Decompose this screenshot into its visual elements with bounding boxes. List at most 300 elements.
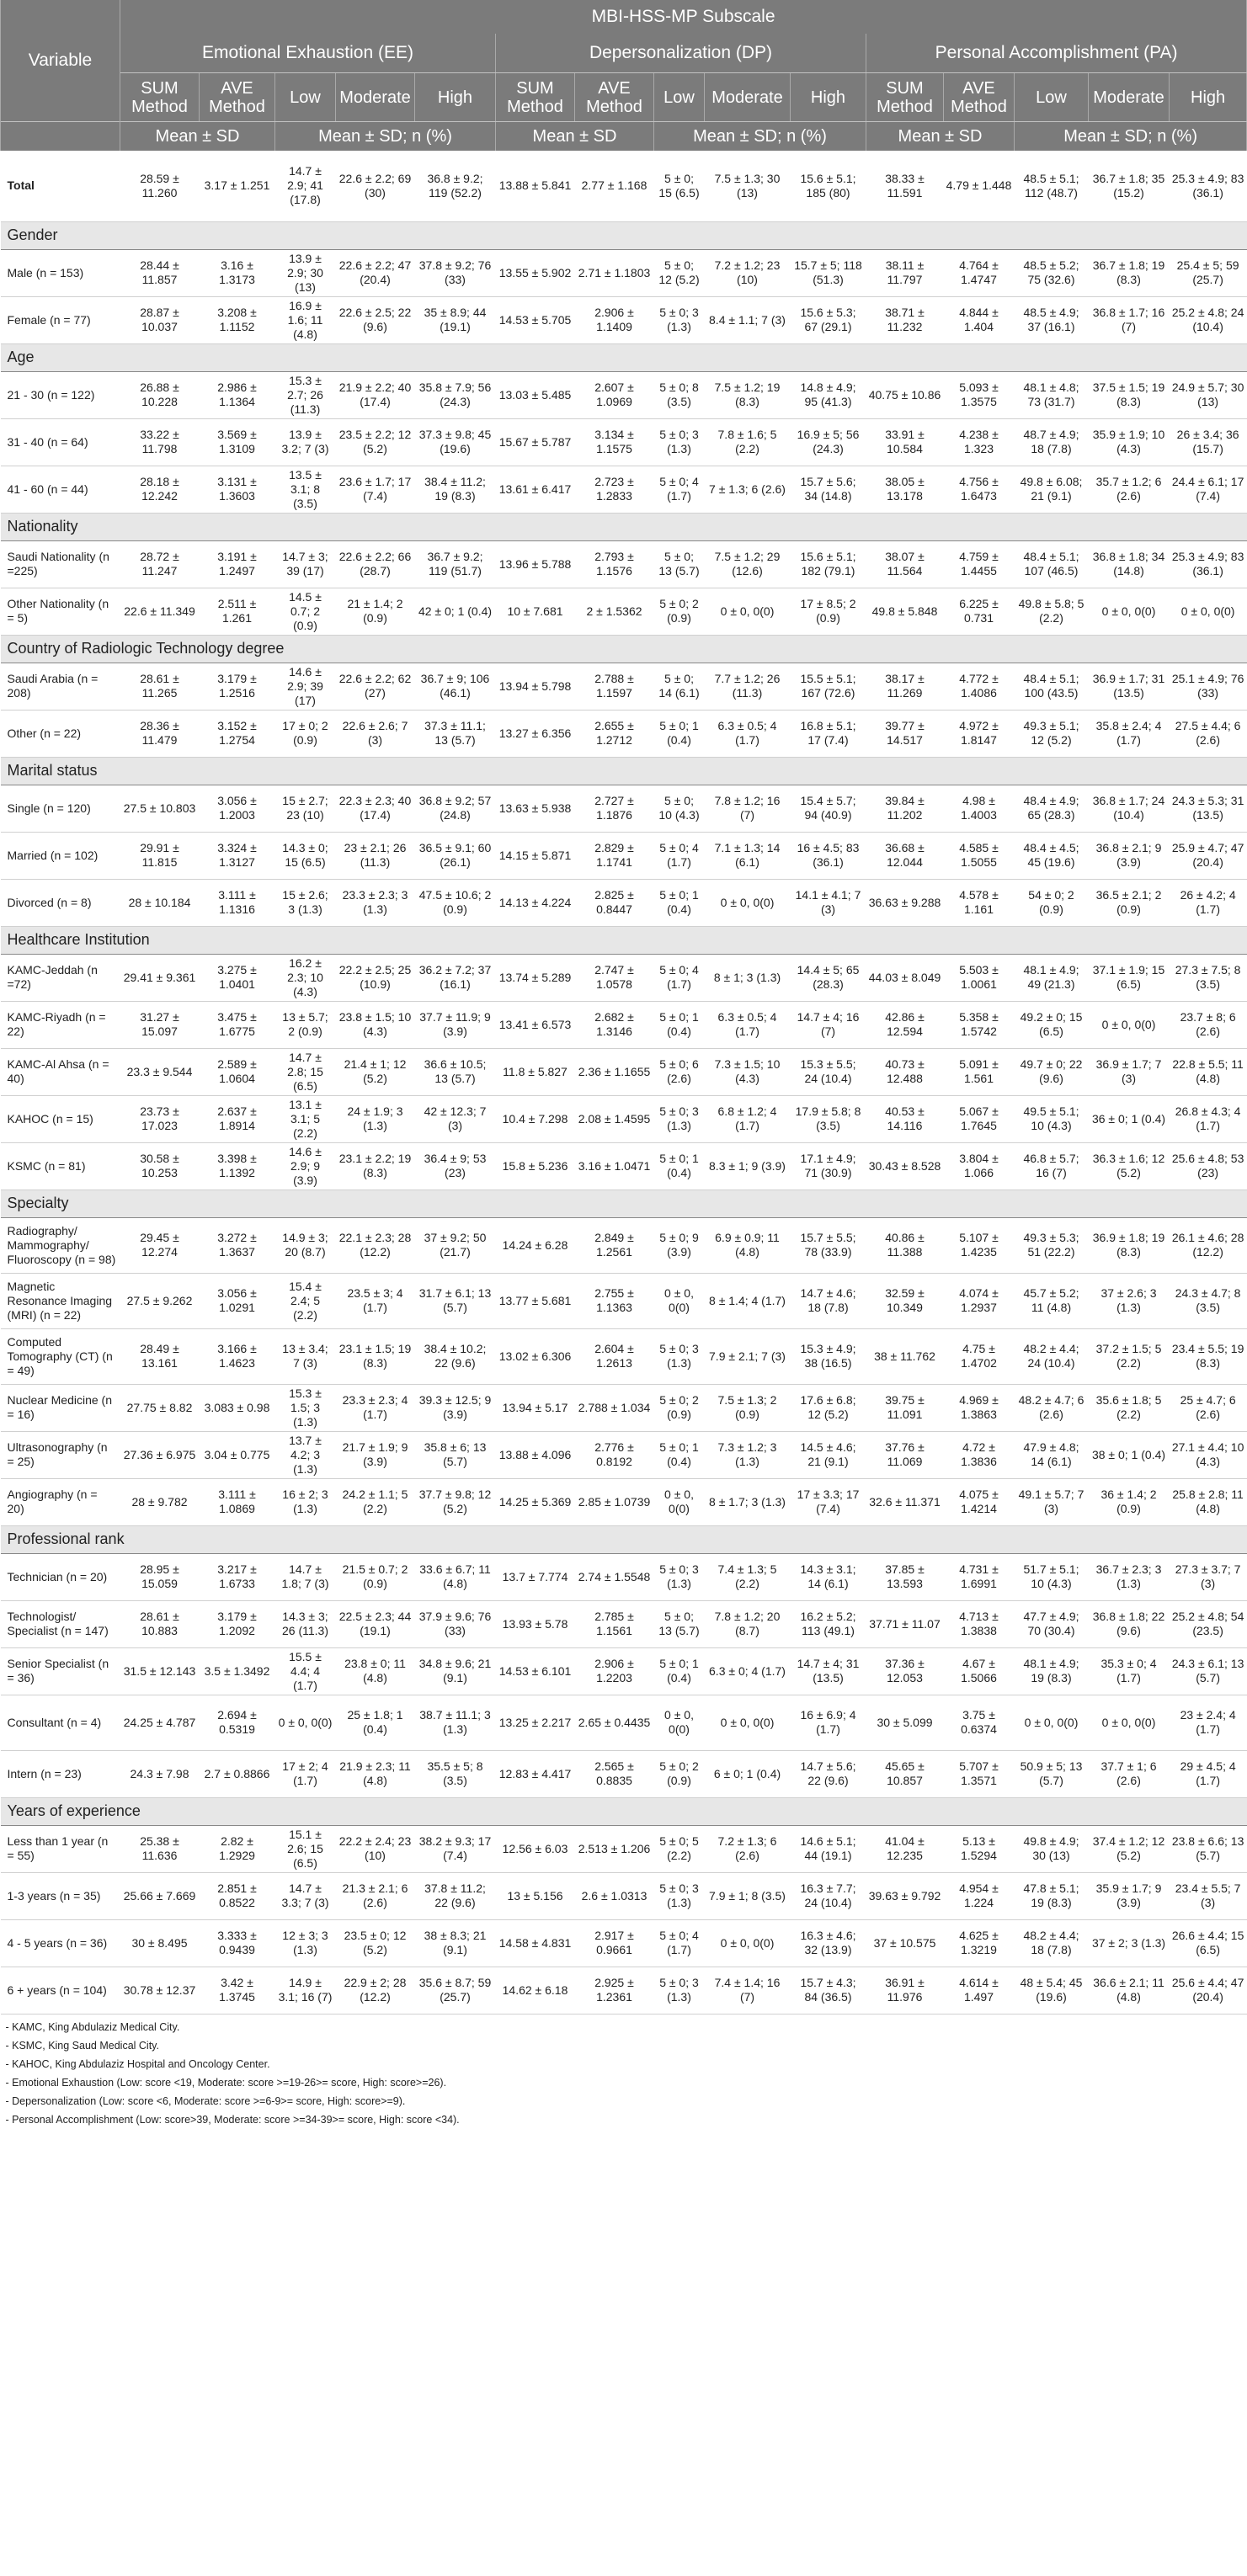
- row-label: Less than 1 year (n = 55): [1, 1825, 120, 1872]
- table-cell: 2.925 ± 1.2361: [575, 1967, 654, 2014]
- section-row: [1, 1525, 1247, 1553]
- row-label: Other Nationality (n = 5): [1, 588, 120, 635]
- table-cell: 6.8 ± 1.2; 4 (1.7): [705, 1095, 791, 1142]
- table-row: [1, 710, 1247, 757]
- table-cell: 7.7 ± 1.2; 26 (11.3): [705, 663, 791, 710]
- table-cell: 37.76 ± 11.069: [866, 1431, 944, 1478]
- table-cell: 3.056 ± 1.0291: [200, 1273, 275, 1328]
- table-cell: 33.6 ± 6.7; 11 (4.8): [415, 1553, 496, 1600]
- col-header-high: High: [1170, 73, 1247, 122]
- table-cell: 2.77 ± 1.168: [575, 151, 654, 221]
- table-cell: 36.5 ± 2.1; 2 (0.9): [1089, 879, 1170, 926]
- table-cell: 2.785 ± 1.1561: [575, 1600, 654, 1647]
- col-header-low: Low: [1015, 73, 1089, 122]
- col-header-low: Low: [654, 73, 705, 122]
- table-cell: 12.56 ± 6.03: [496, 1825, 575, 1872]
- section-label: Professional rank: [1, 1525, 1247, 1553]
- mean-sd-label: Mean ± SD: [496, 122, 654, 152]
- table-cell: 28.61 ± 11.265: [120, 663, 200, 710]
- table-cell: 5 ± 0; 3 (1.3): [654, 296, 705, 343]
- table-cell: 48.2 ± 4.4; 24 (10.4): [1015, 1328, 1089, 1384]
- table-cell: 0 ± 0, 0(0): [1089, 1695, 1170, 1750]
- table-cell: 3.111 ± 1.0869: [200, 1478, 275, 1525]
- table-cell: 4.772 ± 1.4086: [944, 663, 1015, 710]
- table-cell: 28.49 ± 13.161: [120, 1328, 200, 1384]
- col-header-sum: SUM Method: [120, 73, 200, 122]
- table-cell: 0 ± 0, 0(0): [1015, 1695, 1089, 1750]
- table-cell: 15.7 ± 5; 118 (51.3): [791, 249, 866, 296]
- table-cell: 3.324 ± 1.3127: [200, 832, 275, 879]
- table-cell: 17.9 ± 5.8; 8 (3.5): [791, 1095, 866, 1142]
- table-cell: 34.8 ± 9.6; 21 (9.1): [415, 1647, 496, 1695]
- table-cell: 5 ± 0; 6 (2.6): [654, 1048, 705, 1095]
- table-cell: 3.42 ± 1.3745: [200, 1967, 275, 2014]
- table-cell: 13.02 ± 6.306: [496, 1328, 575, 1384]
- table-cell: 14.24 ± 6.28: [496, 1217, 575, 1273]
- table-cell: 21.9 ± 2.3; 11 (4.8): [336, 1750, 415, 1797]
- table-cell: 36.9 ± 1.7; 31 (13.5): [1089, 663, 1170, 710]
- table-cell: 5 ± 0; 4 (1.7): [654, 954, 705, 1001]
- table-cell: 23.4 ± 5.5; 7 (3): [1170, 1872, 1247, 1919]
- col-header-high: High: [415, 73, 496, 122]
- table-cell: 24.3 ± 7.98: [120, 1750, 200, 1797]
- table-cell: 48.2 ± 4.7; 6 (2.6): [1015, 1384, 1089, 1431]
- table-cell: 37.36 ± 12.053: [866, 1647, 944, 1695]
- table-cell: 5 ± 0; 1 (0.4): [654, 710, 705, 757]
- table-row: [1, 1048, 1247, 1095]
- table-cell: 2.694 ± 0.5319: [200, 1695, 275, 1750]
- table-cell: 17 ± 3.3; 17 (7.4): [791, 1478, 866, 1525]
- table-row: [1, 879, 1247, 926]
- table-cell: 2.851 ± 0.8522: [200, 1872, 275, 1919]
- table-cell: 37.1 ± 1.9; 15 (6.5): [1089, 954, 1170, 1001]
- table-cell: 2.71 ± 1.1803: [575, 249, 654, 296]
- table-cell: 37.8 ± 9.2; 76 (33): [415, 249, 496, 296]
- table-cell: 39.84 ± 11.202: [866, 785, 944, 832]
- table-cell: 13.77 ± 5.681: [496, 1273, 575, 1328]
- table-cell: 36.8 ± 1.7; 16 (7): [1089, 296, 1170, 343]
- table-cell: 13.1 ± 3.1; 5 (2.2): [275, 1095, 336, 1142]
- table-cell: 7.5 ± 1.2; 19 (8.3): [705, 371, 791, 418]
- table-cell: 15.6 ± 5.3; 67 (29.1): [791, 296, 866, 343]
- table-cell: 2.825 ± 0.8447: [575, 879, 654, 926]
- table-cell: 22.6 ± 2.2; 47 (20.4): [336, 249, 415, 296]
- table-cell: 5 ± 0; 3 (1.3): [654, 1095, 705, 1142]
- table-cell: 33.91 ± 10.584: [866, 418, 944, 466]
- table-cell: 38.7 ± 11.1; 3 (1.3): [415, 1695, 496, 1750]
- table-cell: 39.75 ± 11.091: [866, 1384, 944, 1431]
- table-cell: 48.5 ± 4.9; 37 (16.1): [1015, 296, 1089, 343]
- table-cell: 23.8 ± 1.5; 10 (4.3): [336, 1001, 415, 1048]
- table-cell: 2.755 ± 1.1363: [575, 1273, 654, 1328]
- table-cell: 15.7 ± 4.3; 84 (36.5): [791, 1967, 866, 2014]
- table-cell: 14.6 ± 2.9; 9 (3.9): [275, 1142, 336, 1190]
- table-cell: 37.7 ± 9.8; 12 (5.2): [415, 1478, 496, 1525]
- table-cell: 15.6 ± 5.1; 182 (79.1): [791, 540, 866, 588]
- table-cell: 35.7 ± 1.2; 6 (2.6): [1089, 466, 1170, 513]
- footnote-row: [1, 2091, 1247, 2110]
- table-cell: 30.78 ± 12.37: [120, 1967, 200, 2014]
- table-cell: 22.5 ± 2.3; 44 (19.1): [336, 1600, 415, 1647]
- table-cell: 26.8 ± 4.3; 4 (1.7): [1170, 1095, 1247, 1142]
- table-cell: 14.9 ± 3.1; 16 (7): [275, 1967, 336, 2014]
- table-cell: 2 ± 1.5362: [575, 588, 654, 635]
- table-cell: 36 ± 1.4; 2 (0.9): [1089, 1478, 1170, 1525]
- table-cell: 24.3 ± 4.7; 8 (3.5): [1170, 1273, 1247, 1328]
- table-cell: 48.1 ± 4.9; 19 (8.3): [1015, 1647, 1089, 1695]
- table-cell: 36.8 ± 1.8; 22 (9.6): [1089, 1600, 1170, 1647]
- row-label: Magnetic Resonance Imaging (MRI) (n = 22): [1, 1273, 120, 1328]
- table-cell: 8 ± 1.7; 3 (1.3): [705, 1478, 791, 1525]
- table-cell: 23.3 ± 9.544: [120, 1048, 200, 1095]
- table-cell: 14.7 ± 2.8; 15 (6.5): [275, 1048, 336, 1095]
- table-row: [1, 371, 1247, 418]
- table-cell: 5 ± 0; 1 (0.4): [654, 1647, 705, 1695]
- table-cell: 2.655 ± 1.2712: [575, 710, 654, 757]
- table-cell: 0 ± 0, 0(0): [705, 1919, 791, 1967]
- table-cell: 0 ± 0, 0(0): [654, 1695, 705, 1750]
- table-cell: 24.9 ± 5.7; 30 (13): [1170, 371, 1247, 418]
- table-cell: 16 ± 4.5; 83 (36.1): [791, 832, 866, 879]
- table-cell: 25.9 ± 4.7; 47 (20.4): [1170, 832, 1247, 879]
- table-cell: 13 ± 5.7; 2 (0.9): [275, 1001, 336, 1048]
- table-cell: 4.075 ± 1.4214: [944, 1478, 1015, 1525]
- table-cell: 23.5 ± 0; 12 (5.2): [336, 1919, 415, 1967]
- table-cell: 36.7 ± 9.2; 119 (51.7): [415, 540, 496, 588]
- table-cell: 26 ± 3.4; 36 (15.7): [1170, 418, 1247, 466]
- table-cell: 23 ± 2.1; 26 (11.3): [336, 832, 415, 879]
- table-cell: 48.4 ± 4.9; 65 (28.3): [1015, 785, 1089, 832]
- table-cell: 14.7 ± 3; 39 (17): [275, 540, 336, 588]
- table-cell: 15.7 ± 5.6; 34 (14.8): [791, 466, 866, 513]
- table-cell: 37.85 ± 13.593: [866, 1553, 944, 1600]
- table-cell: 47.8 ± 5.1; 19 (8.3): [1015, 1872, 1089, 1919]
- table-cell: 27.3 ± 7.5; 8 (3.5): [1170, 954, 1247, 1001]
- table-cell: 22.6 ± 2.5; 22 (9.6): [336, 296, 415, 343]
- table-row: [1, 249, 1247, 296]
- table-cell: 48.1 ± 4.8; 73 (31.7): [1015, 371, 1089, 418]
- table-cell: 16.2 ± 5.2; 113 (49.1): [791, 1600, 866, 1647]
- col-header-high: High: [791, 73, 866, 122]
- table-cell: 5 ± 0; 10 (4.3): [654, 785, 705, 832]
- table-cell: 14.4 ± 5; 65 (28.3): [791, 954, 866, 1001]
- table-cell: 7.9 ± 2.1; 7 (3): [705, 1328, 791, 1384]
- table-cell: 13.5 ± 3.1; 8 (3.5): [275, 466, 336, 513]
- table-cell: 22.2 ± 2.5; 25 (10.9): [336, 954, 415, 1001]
- table-cell: 42 ± 0; 1 (0.4): [415, 588, 496, 635]
- table-cell: 48.4 ± 4.5; 45 (19.6): [1015, 832, 1089, 879]
- table-cell: 28.61 ± 10.883: [120, 1600, 200, 1647]
- row-label: 6 + years (n = 104): [1, 1967, 120, 2014]
- row-label: Angiography (n = 20): [1, 1478, 120, 1525]
- table-row: [1, 663, 1247, 710]
- table-footnotes: [1, 2014, 1247, 2128]
- table-cell: 27.3 ± 3.7; 7 (3): [1170, 1553, 1247, 1600]
- table-cell: 37 ± 2; 3 (1.3): [1089, 1919, 1170, 1967]
- table-cell: 25.1 ± 4.9; 76 (33): [1170, 663, 1247, 710]
- table-cell: 13.27 ± 6.356: [496, 710, 575, 757]
- table-cell: 4.844 ± 1.404: [944, 296, 1015, 343]
- table-row: [1, 588, 1247, 635]
- table-cell: 10 ± 7.681: [496, 588, 575, 635]
- table-cell: 6.225 ± 0.731: [944, 588, 1015, 635]
- footnote-row: [1, 2014, 1247, 2036]
- table-cell: 14.15 ± 5.871: [496, 832, 575, 879]
- table-cell: 22.6 ± 2.6; 7 (3): [336, 710, 415, 757]
- table-cell: 21.4 ± 1; 12 (5.2): [336, 1048, 415, 1095]
- table-cell: 28 ± 9.782: [120, 1478, 200, 1525]
- table-cell: 7.5 ± 1.3; 30 (13): [705, 151, 791, 221]
- total-row: [1, 151, 1247, 221]
- footnote-row: [1, 2073, 1247, 2091]
- table-cell: 5 ± 0; 13 (5.7): [654, 1600, 705, 1647]
- table-cell: 36.9 ± 1.7; 7 (3): [1089, 1048, 1170, 1095]
- table-cell: 37.9 ± 9.6; 76 (33): [415, 1600, 496, 1647]
- table-cell: 37 ± 2.6; 3 (1.3): [1089, 1273, 1170, 1328]
- row-label: KAMC-Jeddah (n =72): [1, 954, 120, 1001]
- table-cell: 25.3 ± 4.9; 83 (36.1): [1170, 540, 1247, 588]
- table-cell: 3.179 ± 1.2092: [200, 1600, 275, 1647]
- table-cell: 13.96 ± 5.788: [496, 540, 575, 588]
- table-cell: 41.04 ± 12.235: [866, 1825, 944, 1872]
- group-header-dp: Depersonalization (DP): [496, 34, 866, 73]
- table-cell: 5 ± 0; 1 (0.4): [654, 1001, 705, 1048]
- table-cell: 23.1 ± 1.5; 19 (8.3): [336, 1328, 415, 1384]
- table-cell: 16.9 ± 1.6; 11 (4.8): [275, 296, 336, 343]
- table-cell: 16.3 ± 4.6; 32 (13.9): [791, 1919, 866, 1967]
- table-cell: 2.589 ± 1.0604: [200, 1048, 275, 1095]
- table-row: [1, 1217, 1247, 1273]
- table-cell: 49.3 ± 5.3; 51 (22.2): [1015, 1217, 1089, 1273]
- table-cell: 22.6 ± 2.2; 66 (28.7): [336, 540, 415, 588]
- table-cell: 14.5 ± 0.7; 2 (0.9): [275, 588, 336, 635]
- table-cell: 36.3 ± 1.6; 12 (5.2): [1089, 1142, 1170, 1190]
- table-cell: 25.6 ± 4.4; 47 (20.4): [1170, 1967, 1247, 2014]
- table-cell: 51.7 ± 5.1; 10 (4.3): [1015, 1553, 1089, 1600]
- table-row: [1, 1750, 1247, 1797]
- table-cell: 38.4 ± 11.2; 19 (8.3): [415, 466, 496, 513]
- table-cell: 14.3 ± 0; 15 (6.5): [275, 832, 336, 879]
- table-cell: 21.3 ± 2.1; 6 (2.6): [336, 1872, 415, 1919]
- variable-header: Variable: [1, 0, 120, 122]
- table-cell: 0 ± 0, 0(0): [1089, 588, 1170, 635]
- table-cell: 23.8 ± 0; 11 (4.8): [336, 1647, 415, 1695]
- row-label: Computed Tomography (CT) (n = 49): [1, 1328, 120, 1384]
- table-cell: 7.8 ± 1.6; 5 (2.2): [705, 418, 791, 466]
- table-cell: 5.707 ± 1.3571: [944, 1750, 1015, 1797]
- table-cell: 14.7 ± 5.6; 22 (9.6): [791, 1750, 866, 1797]
- table-cell: 36.7 ± 2.3; 3 (1.3): [1089, 1553, 1170, 1600]
- table-cell: 4.79 ± 1.448: [944, 151, 1015, 221]
- table-cell: 25.38 ± 11.636: [120, 1825, 200, 1872]
- table-cell: 37.4 ± 1.2; 12 (5.2): [1089, 1825, 1170, 1872]
- table-cell: 3.16 ± 1.0471: [575, 1142, 654, 1190]
- row-label: 1-3 years (n = 35): [1, 1872, 120, 1919]
- table-cell: 49.8 ± 6.08; 21 (9.1): [1015, 466, 1089, 513]
- table-cell: 6 ± 0; 1 (0.4): [705, 1750, 791, 1797]
- table-cell: 37 ± 10.575: [866, 1919, 944, 1967]
- row-label: Divorced (n = 8): [1, 879, 120, 926]
- table-row: [1, 1142, 1247, 1190]
- table-cell: 4.98 ± 1.4003: [944, 785, 1015, 832]
- table-cell: 37 ± 9.2; 50 (21.7): [415, 1217, 496, 1273]
- table-cell: 13.41 ± 6.573: [496, 1001, 575, 1048]
- table-cell: 36.8 ± 1.7; 24 (10.4): [1089, 785, 1170, 832]
- table-cell: 3.166 ± 1.4623: [200, 1328, 275, 1384]
- table-cell: 38.05 ± 13.178: [866, 466, 944, 513]
- table-cell: 13.61 ± 6.417: [496, 466, 575, 513]
- table-cell: 23.7 ± 8; 6 (2.6): [1170, 1001, 1247, 1048]
- table-cell: 40.86 ± 11.388: [866, 1217, 944, 1273]
- table-cell: 2.08 ± 1.4595: [575, 1095, 654, 1142]
- row-label: Senior Specialist (n = 36): [1, 1647, 120, 1695]
- table-cell: 13.9 ± 2.9; 30 (13): [275, 249, 336, 296]
- table-cell: 4.713 ± 1.3838: [944, 1600, 1015, 1647]
- table-cell: 7.4 ± 1.4; 16 (7): [705, 1967, 791, 2014]
- table-cell: 6.9 ± 0.9; 11 (4.8): [705, 1217, 791, 1273]
- table-cell: 49.5 ± 5.1; 10 (4.3): [1015, 1095, 1089, 1142]
- footnote-row: [1, 2036, 1247, 2054]
- table-cell: 3.398 ± 1.1392: [200, 1142, 275, 1190]
- table-cell: 5 ± 0; 5 (2.2): [654, 1825, 705, 1872]
- table-cell: 4.759 ± 1.4455: [944, 540, 1015, 588]
- table-cell: 14.13 ± 4.224: [496, 879, 575, 926]
- table-cell: 5 ± 0; 1 (0.4): [654, 879, 705, 926]
- table-cell: 14.6 ± 5.1; 44 (19.1): [791, 1825, 866, 1872]
- table-cell: 2.604 ± 1.2613: [575, 1328, 654, 1384]
- table-cell: 11.8 ± 5.827: [496, 1048, 575, 1095]
- table-cell: 24.2 ± 1.1; 5 (2.2): [336, 1478, 415, 1525]
- table-cell: 2.788 ± 1.1597: [575, 663, 654, 710]
- table-cell: 8 ± 1; 3 (1.3): [705, 954, 791, 1001]
- table-row: [1, 1273, 1247, 1328]
- table-cell: 2.906 ± 1.1409: [575, 296, 654, 343]
- mean-sd-n-label: Mean ± SD; n (%): [275, 122, 496, 152]
- table-cell: 3.17 ± 1.251: [200, 151, 275, 221]
- col-header-ave: AVE Method: [200, 73, 275, 122]
- table-cell: 25.6 ± 4.8; 53 (23): [1170, 1142, 1247, 1190]
- table-cell: 4.614 ± 1.497: [944, 1967, 1015, 2014]
- table-cell: 2.511 ± 1.261: [200, 588, 275, 635]
- row-label: Ultrasonography (n = 25): [1, 1431, 120, 1478]
- table-cell: 27.75 ± 8.82: [120, 1384, 200, 1431]
- table-cell: 2.849 ± 1.2561: [575, 1217, 654, 1273]
- table-cell: 35.8 ± 2.4; 4 (1.7): [1089, 710, 1170, 757]
- table-cell: 17 ± 0; 2 (0.9): [275, 710, 336, 757]
- table-cell: 2.723 ± 1.2833: [575, 466, 654, 513]
- table-cell: 28.95 ± 15.059: [120, 1553, 200, 1600]
- table-cell: 8.4 ± 1.1; 7 (3): [705, 296, 791, 343]
- table-cell: 7.2 ± 1.3; 6 (2.6): [705, 1825, 791, 1872]
- table-cell: 2.65 ± 0.4435: [575, 1695, 654, 1750]
- footnote: - Depersonalization (Low: score <6, Moderate: score >=6-9>= score, High: score>=9).: [5, 2094, 406, 2107]
- table-cell: 25 ± 1.8; 1 (0.4): [336, 1695, 415, 1750]
- table-cell: 5 ± 0; 12 (5.2): [654, 249, 705, 296]
- table-cell: 48.5 ± 5.1; 112 (48.7): [1015, 151, 1089, 221]
- table-cell: 4.578 ± 1.161: [944, 879, 1015, 926]
- table-cell: 2.917 ± 0.9661: [575, 1919, 654, 1967]
- table-cell: 0 ± 0, 0(0): [1089, 1001, 1170, 1048]
- table-cell: 0 ± 0, 0(0): [654, 1478, 705, 1525]
- col-header-low: Low: [275, 73, 336, 122]
- table-cell: 15.8 ± 5.236: [496, 1142, 575, 1190]
- table-cell: 38.17 ± 11.269: [866, 663, 944, 710]
- table-cell: 7.3 ± 1.2; 3 (1.3): [705, 1431, 791, 1478]
- table-cell: 16 ± 2; 3 (1.3): [275, 1478, 336, 1525]
- table-cell: 36.63 ± 9.288: [866, 879, 944, 926]
- table-cell: 35.9 ± 1.9; 10 (4.3): [1089, 418, 1170, 466]
- col-header-sum: SUM Method: [496, 73, 575, 122]
- table-cell: 48.2 ± 4.4; 18 (7.8): [1015, 1919, 1089, 1967]
- table-cell: 3.134 ± 1.1575: [575, 418, 654, 466]
- section-label: Specialty: [1, 1190, 1247, 1217]
- table-cell: 48.4 ± 5.1; 107 (46.5): [1015, 540, 1089, 588]
- table-cell: 29.91 ± 11.815: [120, 832, 200, 879]
- section-row: [1, 635, 1247, 663]
- section-label: Nationality: [1, 513, 1247, 540]
- table-row: [1, 1695, 1247, 1750]
- table-row: [1, 1967, 1247, 2014]
- row-label: KAMC-Riyadh (n = 22): [1, 1001, 120, 1048]
- table-cell: 15.3 ± 2.7; 26 (11.3): [275, 371, 336, 418]
- table-cell: 12 ± 3; 3 (1.3): [275, 1919, 336, 1967]
- table-cell: 2.776 ± 0.8192: [575, 1431, 654, 1478]
- table-cell: 2.607 ± 1.0969: [575, 371, 654, 418]
- table-cell: 5.093 ± 1.3575: [944, 371, 1015, 418]
- table-cell: 3.569 ± 1.3109: [200, 418, 275, 466]
- table-cell: 2.829 ± 1.1741: [575, 832, 654, 879]
- table-cell: 13.9 ± 3.2; 7 (3): [275, 418, 336, 466]
- table-cell: 37.5 ± 1.5; 19 (8.3): [1089, 371, 1170, 418]
- table-cell: 4.238 ± 1.323: [944, 418, 1015, 466]
- table-cell: 14.7 ± 1.8; 7 (3): [275, 1553, 336, 1600]
- table-row: [1, 1001, 1247, 1048]
- table-cell: 13.63 ± 5.938: [496, 785, 575, 832]
- mean-sd-label: Mean ± SD: [120, 122, 275, 152]
- table-cell: 33.22 ± 11.798: [120, 418, 200, 466]
- table-cell: 28.59 ± 11.260: [120, 151, 200, 221]
- table-cell: 37.3 ± 11.1; 13 (5.7): [415, 710, 496, 757]
- table-cell: 23.5 ± 2.2; 12 (5.2): [336, 418, 415, 466]
- footnote: - Emotional Exhaustion (Low: score <19, Moderate: score >=19-26>= score, High: score>=26).: [5, 2076, 447, 2089]
- table-cell: 2.6 ± 1.0313: [575, 1872, 654, 1919]
- table-row: [1, 1384, 1247, 1431]
- table-cell: 36.4 ± 9; 53 (23): [415, 1142, 496, 1190]
- section-row: [1, 513, 1247, 540]
- mean-sd-n-label: Mean ± SD; n (%): [1015, 122, 1247, 152]
- table-cell: 25.66 ± 7.669: [120, 1872, 200, 1919]
- table-cell: 40.53 ± 14.116: [866, 1095, 944, 1142]
- table-cell: 13.94 ± 5.17: [496, 1384, 575, 1431]
- footnote-row: [1, 2054, 1247, 2073]
- table-cell: 22.9 ± 2; 28 (12.2): [336, 1967, 415, 2014]
- table-row: [1, 466, 1247, 513]
- table-cell: 26 ± 4.2; 4 (1.7): [1170, 879, 1247, 926]
- table-cell: 28.87 ± 10.037: [120, 296, 200, 343]
- table-cell: 49.1 ± 5.7; 7 (3): [1015, 1478, 1089, 1525]
- table-cell: 0 ± 0, 0(0): [275, 1695, 336, 1750]
- table-cell: 3.16 ± 1.3173: [200, 249, 275, 296]
- table-cell: 35.3 ± 0; 4 (1.7): [1089, 1647, 1170, 1695]
- table-cell: 22.8 ± 5.5; 11 (4.8): [1170, 1048, 1247, 1095]
- table-cell: 38 ± 11.762: [866, 1328, 944, 1384]
- table-cell: 21.9 ± 2.2; 40 (17.4): [336, 371, 415, 418]
- table-cell: 2.682 ± 1.3146: [575, 1001, 654, 1048]
- footnote: - KSMC, King Saud Medical City.: [5, 2039, 159, 2052]
- table-cell: 37.71 ± 11.07: [866, 1600, 944, 1647]
- table-cell: 5 ± 0; 4 (1.7): [654, 832, 705, 879]
- table-row: [1, 1328, 1247, 1384]
